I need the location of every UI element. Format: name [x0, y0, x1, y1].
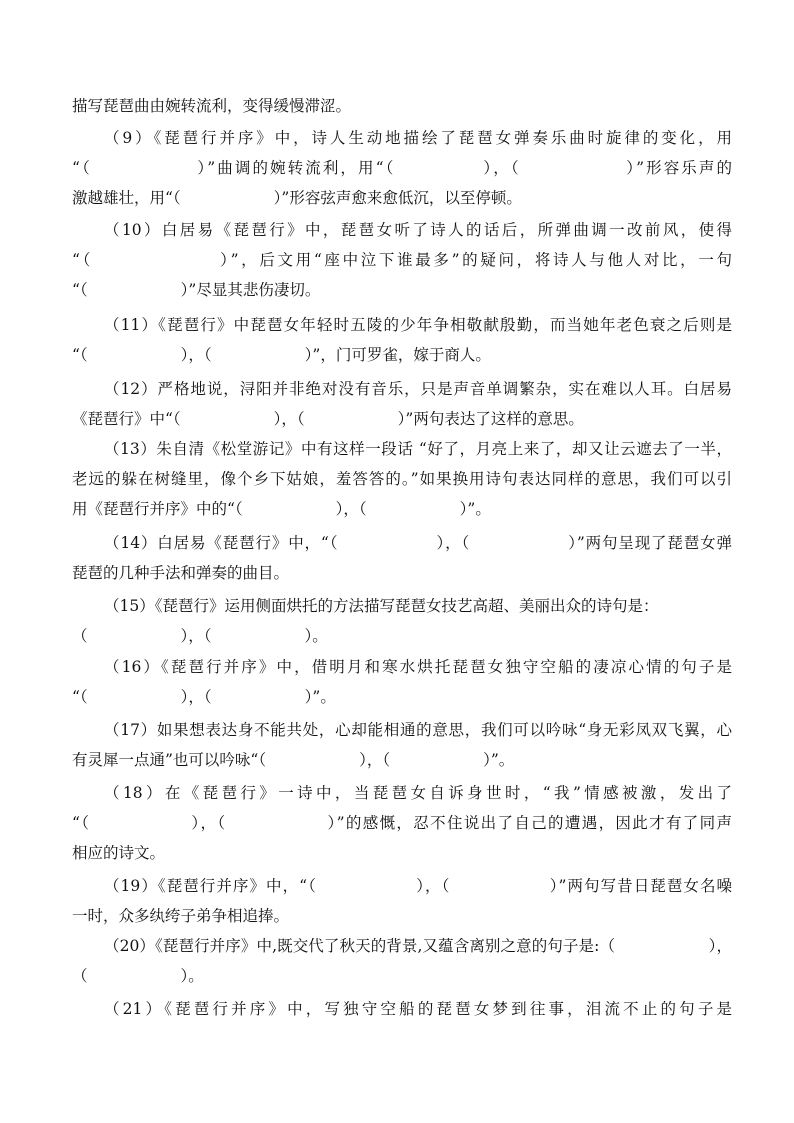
question-15-line: （15）《琵琶行》运用侧面烘托的方法描写琵琶女技艺高超、美丽出众的诗句是：: [104, 597, 659, 615]
question-9-line: （9）《琵琶行并序》中，诗人生动地描绘了琵琶女弹奏乐曲时旋律的变化，用: [104, 129, 732, 147]
question-16-line: （16）《琵琶行并序》中，借明月和寒水烘托琵琶女独守空船的凄凉心情的句子是: [104, 658, 732, 676]
text-line: 用《琵琶行并序》中的“（ ），（ ）”。: [72, 500, 491, 518]
text-line: “（ ），（ ）”，门可罗雀，嫁于商人。: [72, 346, 491, 364]
question-13-line: （13）朱自清《松堂游记》中有这样一段话 “好了，月亮上来了，却又让云遮去了一半，: [104, 440, 732, 458]
question-12-line: （12）严格地说，浔阳并非绝对没有音乐，只是声音单调繁杂，实在难以人耳。白居易: [104, 380, 732, 398]
question-11-line: （11）《琵琶行》中琵琶女年轻时五陵的少年争相敬献殷勤，而当她年老色衰之后则是: [104, 316, 732, 334]
text-line: 琵琶的几种手法和弹奏的曲目。: [72, 564, 290, 582]
text-line: “（ ），（ ）”。: [72, 688, 336, 706]
text-line: 描写琵琶曲由婉转流利，变得缓慢滞涩。: [72, 97, 352, 115]
text-line: 有灵犀一点通”也可以吟咏“（ ），（ ）”。: [72, 751, 515, 769]
question-10-line: （10）白居易《琵琶行》中，琵琶女听了诗人的话后，所弹曲调一改前风，使得: [104, 221, 732, 239]
text-line: 《琵琶行》中“（ ），（ ）”两句表达了这样的意思。: [72, 410, 584, 428]
text-line: “（ ）”，后文用“座中泣下谁最多”的疑问，将诗人与他人对比，一句: [72, 251, 732, 269]
text-line: （ ）。: [72, 967, 204, 985]
text-line: 一时，众多纨绔子弟争相追捧。: [72, 907, 290, 925]
text-line: 老远的躲在树缝里，像个乡下姑娘，羞答答的。”如果换用诗句表达同样的意思，我们可以引: [72, 470, 732, 488]
text-line: “（ ），（ ）”的感慨，忍不住说出了自己的遭遇，因此才有了同声: [72, 814, 732, 832]
text-line: “（ ）”曲调的婉转流利，用“（ ），（ ）”形容乐声的: [72, 159, 732, 177]
text-line: “（ ）”尽显其悲伤凄切。: [72, 281, 321, 299]
text-line: 相应的诗文。: [72, 844, 166, 862]
question-20-line: （20）《琵琶行并序》中,既交代了秋天的背景,又蕴含离别之意的句子是:（ ），: [104, 937, 732, 955]
question-19-line: （19）《琵琶行并序》中，“（ ），（ ）”两句写昔日琵琶女名噪: [104, 877, 732, 895]
question-18-line: （18）在《琵琶行》一诗中，当琵琶女自诉身世时，“我”情感被激，发出了: [104, 784, 732, 802]
text-line: 激越雄壮，用“（ ）”形容弦声愈来愈低沉，以至停顿。: [72, 189, 522, 207]
question-17-line: （17）如果想表达身不能共处，心却能相通的意思，我们可以吟咏“身无彩凤双飞翼，心: [104, 721, 732, 739]
question-21-line: （21）《琵琶行并序》中，写独守空船的琵琶女梦到往事，泪流不止的句子是: [104, 1000, 732, 1018]
text-line: （ ），（ ）。: [72, 627, 328, 645]
question-14-line: （14）白居易《琵琶行》中，“（ ），（ ）”两句呈现了琵琶女弹: [104, 534, 732, 552]
